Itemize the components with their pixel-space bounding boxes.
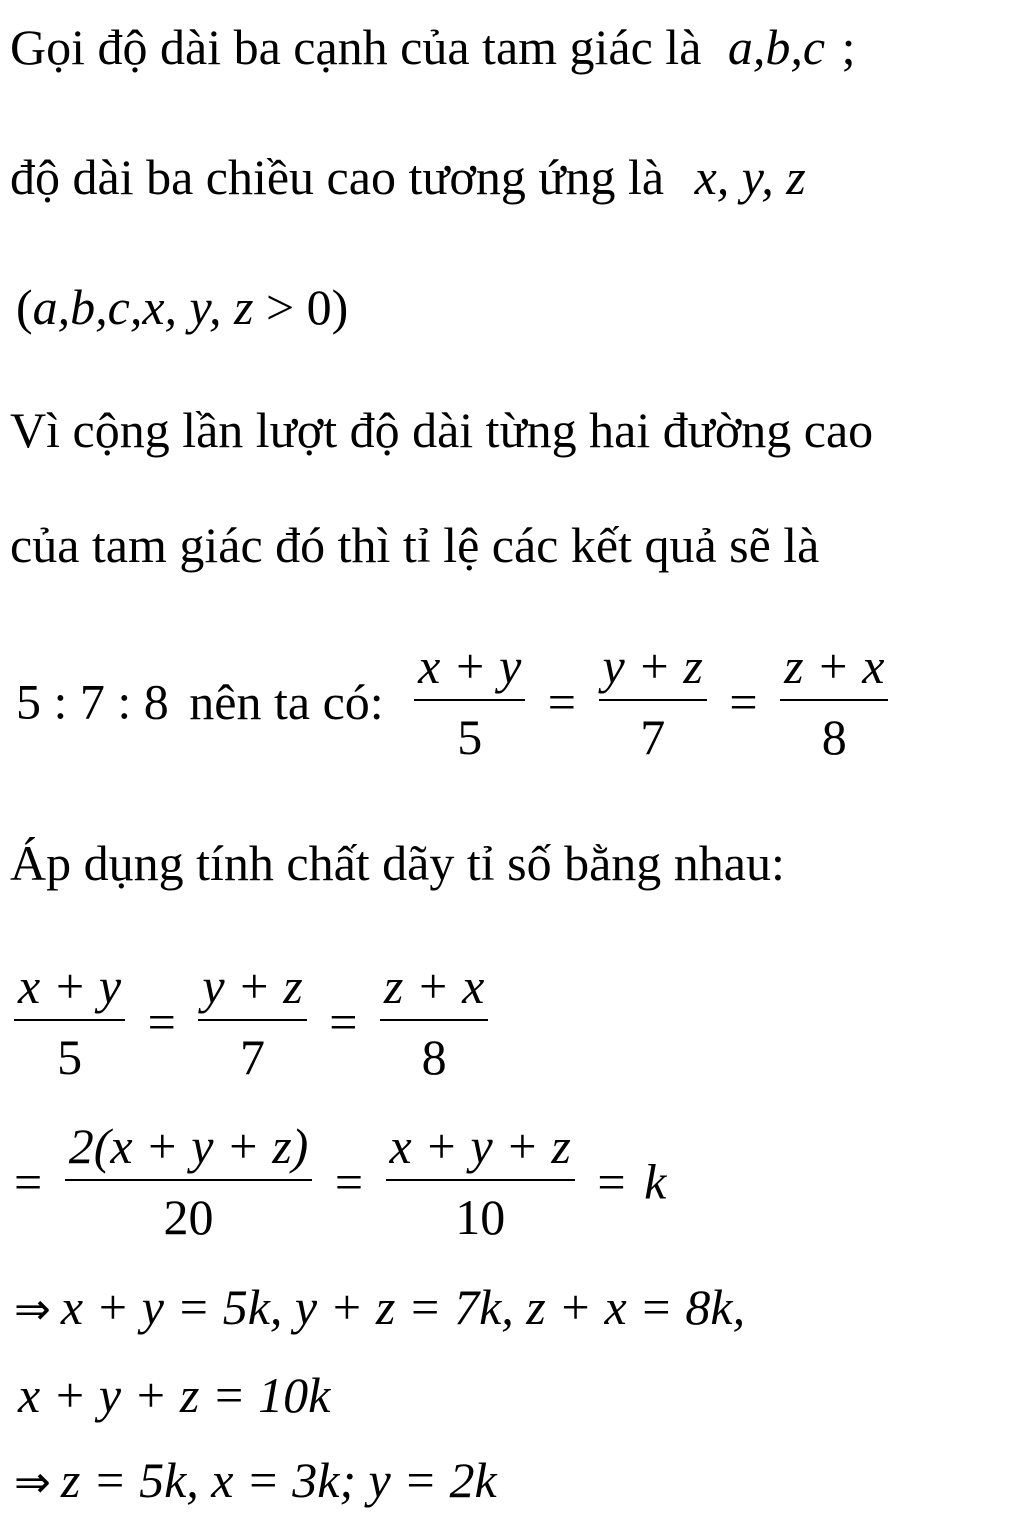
eq2-equals-0: =	[14, 1153, 43, 1210]
eq1-f2-denominator: 7	[240, 1028, 266, 1085]
line6-f3-numerator: z + x	[780, 640, 888, 701]
eq2-f1-numerator: 2(x + y + z)	[65, 1120, 313, 1181]
text-line-7	[10, 835, 785, 891]
line6-f1-denominator: 5	[457, 708, 483, 765]
line2-vars: x, y, z	[694, 149, 806, 205]
line6-fraction-3	[780, 640, 888, 763]
eq1-f3-denominator: 8	[421, 1028, 447, 1085]
eq2-f1-denominator: 20	[163, 1188, 214, 1245]
eq1-equals-1: =	[147, 993, 176, 1050]
eq1-f2-numerator: y + z	[198, 960, 306, 1021]
implies-arrow-1: ⇒	[14, 1284, 51, 1335]
eq1-f1-denominator: 5	[57, 1028, 83, 1085]
eq2-f2-denominator: 10	[455, 1188, 506, 1245]
eq1-fraction-3	[380, 960, 488, 1083]
implies-arrow-2: ⇒	[14, 1457, 51, 1508]
equation-3	[14, 1279, 746, 1335]
equation-2	[14, 1120, 666, 1243]
line3-cmp: > 0)	[253, 279, 349, 335]
line6-f2-denominator: 7	[640, 708, 666, 765]
line6-text: nên ta có:	[189, 673, 384, 730]
equation-5	[14, 1452, 497, 1508]
eq2-fraction-2	[386, 1120, 575, 1243]
line3-vars: a,b,c,x, y, z	[32, 279, 254, 335]
eq5-text: z = 5k, x = 3k; y = 2k	[60, 1452, 497, 1508]
line7-text: Áp dụng tính chất dãy tỉ số bằng nhau:	[10, 835, 785, 891]
line6-ratio: 5 : 7 : 8	[16, 673, 169, 730]
line6-equals-1: =	[547, 673, 576, 730]
text-line-1	[10, 19, 856, 75]
line3-open: (	[16, 279, 33, 335]
line6-equals-2: =	[729, 673, 758, 730]
line4-text: Vì cộng lần lượt độ dài từng hai đường cao	[10, 402, 874, 458]
eq2-equals-1: =	[334, 1153, 364, 1210]
line5-text: của tam giác đó thì tỉ lệ các kết quả sẽ là	[10, 517, 820, 573]
line6-f1-numerator: x + y	[414, 640, 525, 701]
text-line-2	[10, 149, 806, 205]
line2-text: độ dài ba chiều cao tương ứng là	[10, 149, 665, 205]
text-line-6	[16, 640, 892, 763]
text-line-3	[16, 279, 349, 335]
eq4-text: x + y + z = 10k	[18, 1367, 331, 1423]
text-line-4	[10, 402, 874, 458]
eq2-equals-2: =	[597, 1153, 626, 1210]
equation-4	[18, 1367, 331, 1423]
eq1-equals-2: =	[329, 993, 358, 1050]
eq1-fraction-2	[198, 960, 306, 1083]
line6-f3-denominator: 8	[821, 708, 847, 765]
eq3-text: x + y = 5k, y + z = 7k, z + x = 8k,	[60, 1279, 746, 1335]
line6-f2-numerator: y + z	[599, 640, 707, 701]
equation-1	[14, 960, 492, 1083]
eq2-fraction-1	[65, 1120, 313, 1243]
line6-fraction-2	[599, 640, 707, 763]
line1-text: Gọi độ dài ba cạnh của tam giác là	[10, 19, 702, 75]
line6-fraction-1	[414, 640, 525, 763]
eq2-rhs: k	[644, 1153, 667, 1210]
eq1-fraction-1	[14, 960, 125, 1083]
eq1-f3-numerator: z + x	[380, 960, 488, 1021]
eq1-f1-numerator: x + y	[14, 960, 125, 1021]
line1-vars: a,b,c	[727, 19, 826, 75]
text-line-5	[10, 517, 820, 573]
eq2-f2-numerator: x + y + z	[386, 1120, 575, 1181]
line1-end: ;	[841, 19, 856, 75]
